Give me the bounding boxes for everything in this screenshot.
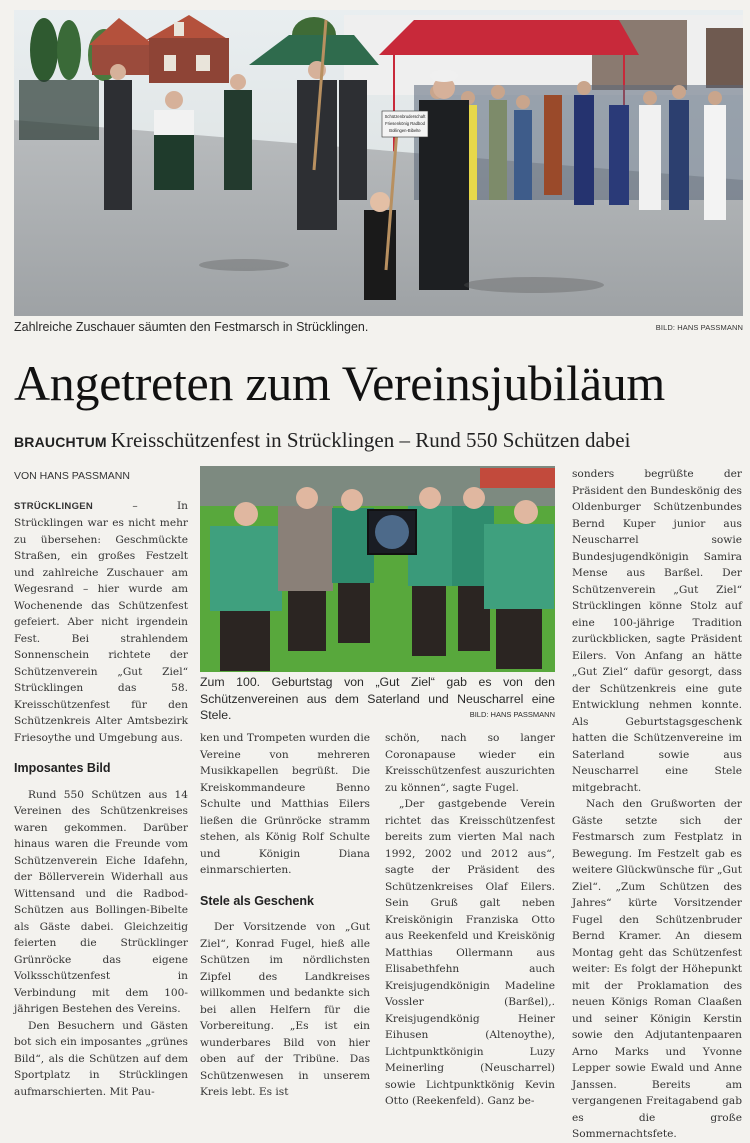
paragraph: Der Vorsitzende von „Gut Ziel“, Konrad Fugel, hieß alle Schützen im nördlichsten Zipfel des Landkreises willkommen und bedankte sich bei allen Helfern für die Vorbereitung. „Es ist ein wunderbares Bild von hier oben auf der Tribüne. Das Schützenwesen in unserem Kreis lebt. Es ist (200, 921, 370, 1098)
paragraph: sonders begrüßte der Präsident den Bundeskönig des Oldenburger Schützenbundes Bernd Kuper junior aus Neuscharrel sowie Bundesjugendkönigin Samira Mense aus Barßel. Der Schützenverein „Gut Ziel“ Strücklingen könne Stolz auf eine 100-jährige Tradition zurückblicken, sagte Präsident Eilers. Von Anfang an hätte „Gut Ziel“ dafür gesorgt, dass der Schützenkreis eine gute Entwicklung nehmen konnte. Als Geburtstagsgeschenk hatten die Schützenvereine im Saterland sowie aus Neuscharrel eine Stele mitgebracht. (572, 468, 742, 794)
paragraph: Rund 550 Schützen aus 14 Vereinen des Schützenkreises waren gekommen. Darüber hinaus waren die Freunde vom Schützenverein Eiche Idafehn, der Böllerverein Widerhall aus Wittensand und die Radbod-Schützen aus Bollingen-Bibelte als Gäste dabei. Gleichzeitig feierten die Strücklinger Grünröcke das eigene Volksschützenfest in Verbindung mit dem 100-jährigen Bestehen des Vereins. (14, 788, 188, 1015)
top-photo-credit: BILD: HANS PASSMANN (655, 323, 743, 332)
dateline: STRÜCKLINGEN (14, 500, 94, 512)
column-1 (14, 468, 188, 1100)
club-sign (382, 111, 428, 137)
sign-line: Bollingen-Bibelte (389, 128, 421, 133)
kicker: BRAUCHTUM (14, 434, 107, 450)
parade-photo (14, 10, 743, 316)
subheadline-text: Kreisschützenfest in Strücklingen – Rund 550 Schützen dabei (110, 428, 631, 452)
red-tent (379, 20, 639, 55)
paragraph: schön, nach so langer Coronapause wieder ein Kreisschützenfest auszurichten zu können“, sagte Fugel. (385, 732, 555, 794)
paragraph: Nach den Grußworten der Gäste setzte sich der Festmarsch zum Festplatz in Bewegung. Im Festzelt gab es weitere Glückwünsche für „Gut Ziel“. „Zum Schützen des Jahres“ kürte Vorsitzender Fugel den Schützenbruder Bernd Kramer. An diesem Montag geht das Schützenfest weiter: Es folgt der Höhepunkt mit der Proklamation des neuen Königs Roman Claaßen und seiner Königin Kerstin sowie den Adjutantenpaaren Arno Marks und Yvonne Lepper sowie Ewald und Anne Janssen. Bereits am vergangenen Freitagabend gab es die große Sommernachtsfete. (572, 798, 742, 1140)
lead-text: – In Strücklingen war es nicht mehr zu übersehen: Geschmückte Straßen, ein großes Festzelt und zahlreiche Zuschauer am Wegesrand – hier wurde am Wochenende das Schützenfest gefeiert. Aber nicht irgendein Fest. Bei strahlendem Sonnenschein richtete der Schützenverein „Gut Ziel“ Strücklingen das 58. Kreisschützenfest für den Schützenkreis Alter Amtsbezirk Friesoythe und Umgebung aus. (14, 499, 188, 744)
subheadline (14, 428, 630, 453)
sign-line: Friesenkönig Radbod (385, 121, 425, 126)
middle-photo-credit: BILD: HANS PASSMANN (469, 710, 555, 719)
lead-paragraph (14, 498, 188, 747)
top-photo-caption-block (14, 320, 743, 334)
paragraph: Den Besuchern und Gästen bot sich ein imposantes „grünes Bild“, als die Schützen auf dem Sportplatz in Strücklingen aufmarschierten. Mit Pau- (14, 1019, 188, 1098)
subhead-imposantes-bild: Imposantes Bild (14, 761, 111, 775)
middle-photo-caption: Zum 100. Geburtstag von „Gut Ziel“ gab es von den Schützenvereinen aus dem Saterland und Neuscharrel eine Stele. (200, 675, 555, 722)
parade-photo-illustration (14, 10, 743, 316)
headline: Angetreten zum Vereinsjubiläum (14, 355, 666, 411)
award-photo-illustration (200, 466, 555, 672)
column-3 (385, 730, 555, 1110)
byline: VON HANS PASSMANN (14, 470, 130, 482)
subhead-stele-als-geschenk: Stele als Geschenk (200, 893, 314, 908)
award-photo (200, 466, 555, 672)
middle-photo-caption-block (200, 674, 555, 724)
top-photo-caption: Zahlreiche Zuschauer säumten den Festmarsch in Strücklingen. (14, 320, 369, 334)
sign-line: Schützenbruderschaft (384, 114, 426, 119)
column-2 (200, 730, 370, 1101)
paragraph: „Der gastgebende Verein richtet das Kreisschützenfest bereits zum vierten Mal nach 1992, 2002 und 2012 aus“, sagte der Präsident des Schützenkreises Olaf Eilers. Sein Gruß galt neben Kreiskönigin Franziska Otto aus Reekenfeld und Kreiskönig Matthias Ollermann aus Elisabethfehn auch Kreisjugendkönigin Madeline Vossler (Barßel),. Kreisjugendkönig Heiner Eihusen (Altenoythe), Lichtpunktkönigin Luzy Meinerling (Neuscharrel) sowie Lichtpunktkönig Kevin Otto (Reekenfeld). Ganz be- (385, 798, 555, 1107)
column-4 (572, 466, 742, 1143)
paragraph: ken und Trompeten wurden die Vereine von mehreren Musikkapellen begrüßt. Die Kreiskommandeure Benno Schulte und Matthias Eilers ließen die Grünröcke stramm stehen, als König Rolf Schulte und Königin Diana einmarschierten. (200, 732, 370, 876)
